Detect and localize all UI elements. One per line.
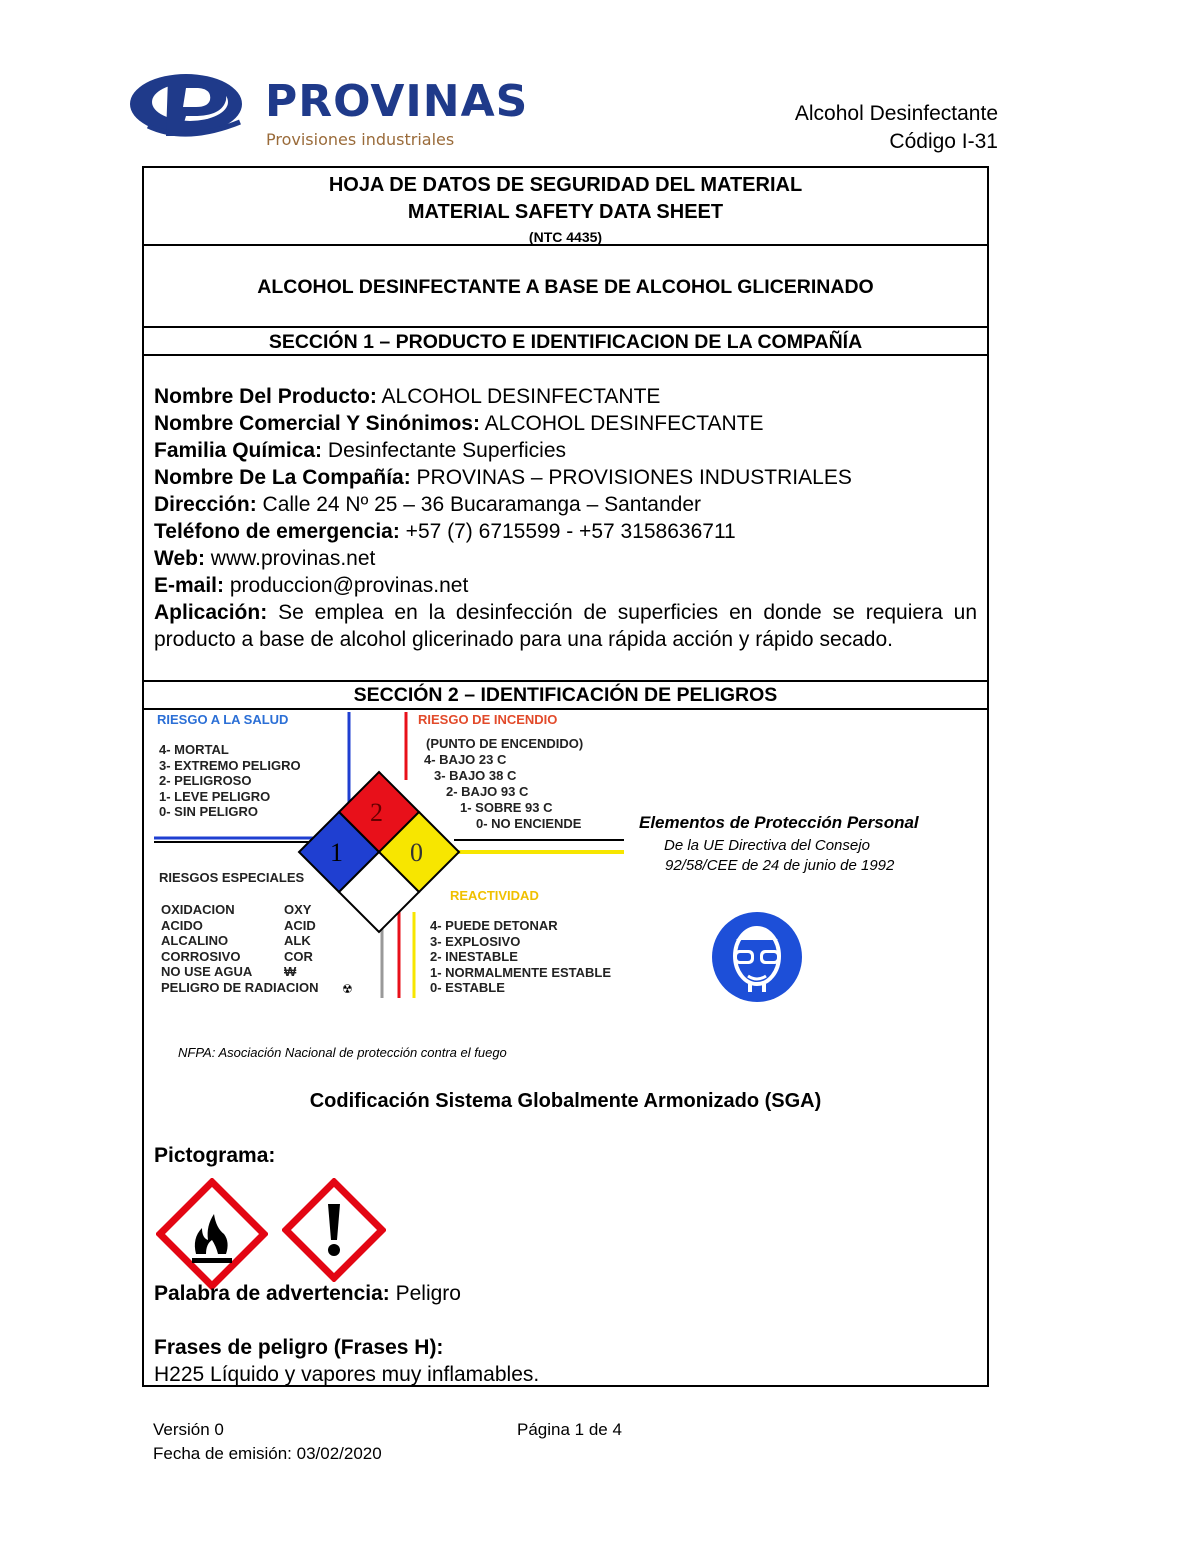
- footer-version: Versión 0: [153, 1420, 224, 1439]
- health-scale: 4- MORTAL 3- EXTREMO PELIGRO 2- PELIGROSO 1- LEVE PELIGRO 0- SIN PELIGRO: [159, 742, 301, 819]
- nfpa-caption: NFPA: Asociación Nacional de protección contra el fuego: [178, 1045, 507, 1060]
- health-title: RIESGO A LA SALUD: [157, 712, 289, 727]
- company-logo: [128, 66, 258, 146]
- divider: [144, 708, 987, 710]
- ppe-directive-line2: 92/58/CEE de 24 de junio de 1992: [665, 857, 895, 874]
- ppe-directive-line1: De la UE Directiva del Consejo: [664, 837, 870, 854]
- section2-heading: SECCIÓN 2 – IDENTIFICACIÓN DE PELIGROS: [353, 684, 778, 706]
- logo-name: PROVINAS: [265, 76, 529, 127]
- signal-word: Palabra de advertencia: Peligro: [154, 1282, 461, 1305]
- product-name-header: Alcohol Desinfectante: [794, 102, 998, 125]
- title-es: HOJA DE DATOS DE SEGURIDAD DEL MATERIAL: [328, 174, 803, 196]
- document-header-info: [795, 100, 998, 156]
- divider: [144, 354, 987, 356]
- fire-scale-2: 2- BAJO 93 C: [446, 784, 529, 799]
- title-block: [144, 172, 987, 248]
- h225-phrase: H225 Líquido y vapores muy inflamables.: [154, 1363, 540, 1386]
- special-codes: OXY ACID ALK COR ₩: [284, 902, 316, 979]
- nfpa-diagram: [154, 712, 629, 1002]
- product-title: ALCOHOL DESINFECTANTE A BASE DE ALCOHOL GLICERINADO: [257, 276, 874, 298]
- fire-rating: 2: [370, 798, 383, 827]
- footer-page: Página 1 de 4: [517, 1420, 622, 1439]
- pictogram-label: Pictograma:: [154, 1144, 276, 1167]
- field-application: Aplicación: Se emplea en la desinfección de superficies en donde se requiera un producto a base de alcohol glicerinado para una rápida acción y rápido secado.: [154, 601, 977, 651]
- field-product-name: Nombre Del Producto: ALCOHOL DESINFECTANTE: [154, 385, 661, 408]
- fire-scale-3: 3- BAJO 38 C: [434, 768, 517, 783]
- fire-scale-header: (PUNTO DE ENCENDIDO): [426, 736, 584, 751]
- safety-goggles-icon: [710, 910, 804, 1009]
- fire-scale-4: 4- BAJO 23 C: [424, 752, 507, 767]
- special-names: OXIDACION ACIDO ALCALINO CORROSIVO NO USE AGUA PELIGRO DE RADIACION: [161, 902, 319, 995]
- fire-scale-1: 1- SOBRE 93 C: [460, 800, 553, 815]
- field-chemical-family: Familia Química: Desinfectante Superficies: [154, 439, 567, 462]
- exclamation-pictogram-icon: [282, 1178, 386, 1287]
- sga-title: Codificación Sistema Globalmente Armonizado (SGA): [309, 1090, 822, 1112]
- reactivity-rating: 0: [410, 838, 423, 867]
- health-rating: 1: [330, 838, 343, 867]
- footer-date: Fecha de emisión: 03/02/2020: [153, 1444, 382, 1463]
- footer-left: [153, 1418, 382, 1466]
- title-standard: (NTC 4435): [528, 229, 603, 245]
- section1-heading: SECCIÓN 1 – PRODUCTO E IDENTIFICACION DE LA COMPAÑÍA: [268, 331, 863, 353]
- field-address: Dirección: Calle 24 Nº 25 – 36 Bucaramanga – Santander: [154, 493, 701, 516]
- h-phrases-label: Frases de peligro (Frases H):: [154, 1336, 444, 1359]
- reactivity-title: REACTIVIDAD: [450, 888, 539, 903]
- field-email: E-mail: produccion@provinas.net: [154, 574, 469, 597]
- logo-subtitle: Provisiones industriales: [266, 130, 455, 149]
- field-trade-name: Nombre Comercial Y Sinónimos: ALCOHOL DESINFECTANTE: [154, 412, 764, 435]
- flammable-pictogram-icon: [156, 1178, 268, 1295]
- divider: [144, 326, 987, 328]
- logo-mark-icon: [128, 66, 258, 146]
- special-title: RIESGOS ESPECIALES: [159, 870, 305, 885]
- radiation-icon: ☢: [342, 982, 353, 996]
- msds-frame: [142, 166, 989, 1387]
- divider: [144, 680, 987, 682]
- field-company: Nombre De La Compañía: PROVINAS – PROVISIONES INDUSTRIALES: [154, 466, 852, 489]
- reactivity-scale: 4- PUEDE DETONAR 3- EXPLOSIVO 2- INESTABLE 1- NORMALMENTE ESTABLE 0- ESTABLE: [430, 918, 612, 995]
- ppe-title: Elementos de Protección Personal: [639, 813, 919, 832]
- document-code: Código I-31: [889, 130, 998, 153]
- fire-scale-0: 0- NO ENCIENDE: [476, 816, 582, 831]
- divider: [144, 244, 987, 246]
- fire-title: RIESGO DE INCENDIO: [418, 712, 558, 727]
- title-en: MATERIAL SAFETY DATA SHEET: [407, 201, 724, 223]
- field-web: Web: www.provinas.net: [154, 547, 376, 570]
- field-emergency-phone: Teléfono de emergencia: +57 (7) 6715599 - +57 3158636711: [154, 520, 736, 543]
